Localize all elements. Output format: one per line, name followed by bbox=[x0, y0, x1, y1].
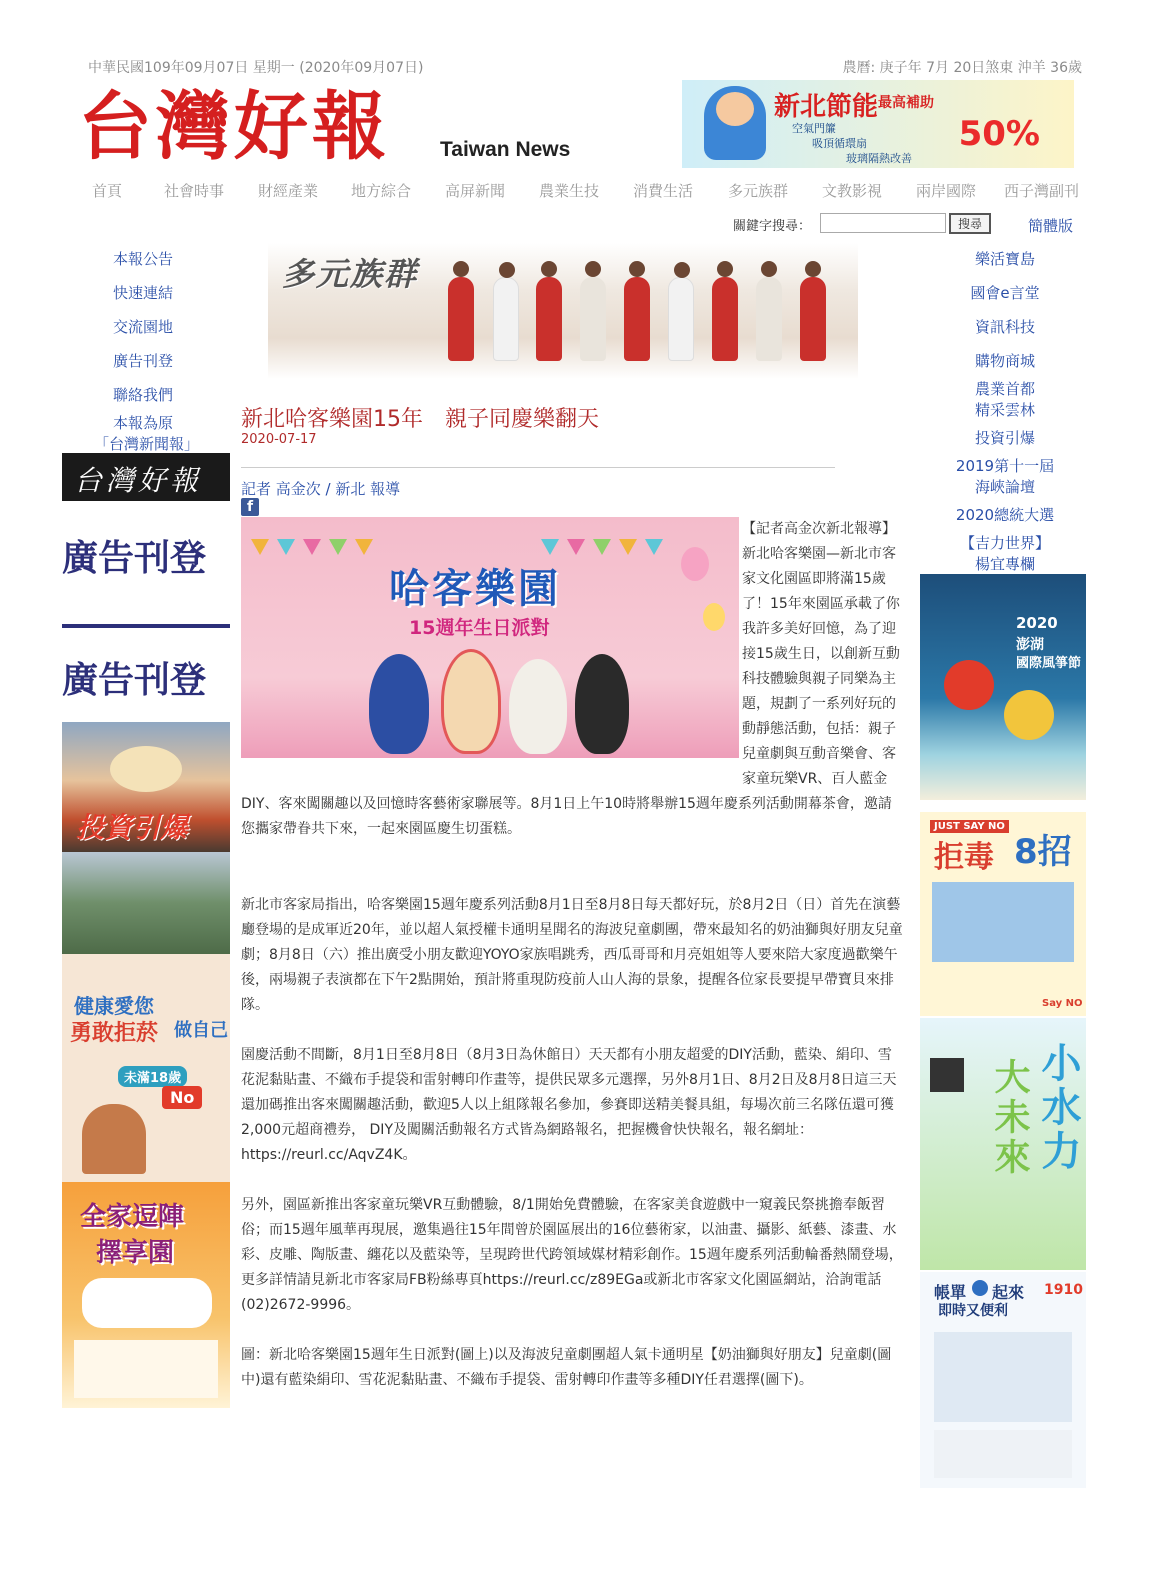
hydro-power-ad[interactable] bbox=[920, 1018, 1086, 1270]
nav-item-ethnic[interactable]: 多元族群 bbox=[728, 182, 789, 200]
water-text-2: 大未來 bbox=[989, 1058, 1030, 1178]
banner-line-2: 吸頂循環扇 bbox=[812, 137, 867, 150]
image-title: 哈客樂園 bbox=[389, 566, 561, 612]
dancer-figure bbox=[712, 277, 738, 361]
banner-sub-text: 最高補助 bbox=[878, 95, 934, 111]
sidebar-item-congress[interactable]: 國會e言堂 bbox=[970, 284, 1040, 302]
sidebar-item-announcements[interactable]: 本報公告 bbox=[113, 250, 174, 268]
drug-tips-grid bbox=[932, 882, 1074, 962]
main-nav bbox=[92, 180, 1092, 204]
bunting-flag bbox=[619, 539, 637, 555]
water-text-1: 小水力 bbox=[1035, 1042, 1081, 1174]
dancer-figure bbox=[800, 277, 826, 361]
dancer-figure bbox=[624, 277, 650, 361]
dancer-figure bbox=[756, 277, 782, 361]
explosion-shape bbox=[110, 746, 182, 792]
sidebar-item-quick-links[interactable]: 快速連結 bbox=[113, 284, 174, 302]
sidebar-item-it[interactable]: 資訊科技 bbox=[974, 318, 1035, 336]
info-table bbox=[74, 1340, 218, 1398]
nav-item-home[interactable]: 首頁 bbox=[92, 182, 123, 200]
divider bbox=[241, 467, 835, 468]
sidebar-item-invest[interactable]: 投資引爆 bbox=[974, 429, 1035, 447]
section-hero-banner bbox=[268, 243, 858, 379]
nav-item-crossstrait[interactable]: 兩岸國際 bbox=[916, 182, 977, 200]
mascot-blue bbox=[369, 654, 429, 754]
sidebar-item-advertise[interactable]: 廣告刊登 bbox=[113, 352, 174, 370]
sidebar-item-gili-world[interactable]: 【吉力世界】 bbox=[959, 534, 1050, 552]
sidebar-item-strait-forum[interactable]: 海峽論壇 bbox=[974, 478, 1035, 496]
article-date: 2020-07-17 bbox=[241, 432, 317, 447]
article-image[interactable] bbox=[241, 517, 739, 784]
search-input[interactable] bbox=[820, 213, 946, 233]
health-text-3: 做自己 bbox=[174, 1020, 228, 1041]
bunting-flag bbox=[645, 539, 663, 555]
bill-text-4: 1910 bbox=[1044, 1282, 1083, 1298]
dancer-figure bbox=[580, 277, 606, 361]
qr-code bbox=[930, 1058, 964, 1092]
advertise-text: 廣告刊登 bbox=[62, 537, 207, 579]
investment-ad[interactable] bbox=[62, 722, 230, 852]
kite-shape bbox=[944, 660, 994, 710]
no-sign: No bbox=[162, 1086, 202, 1109]
city-illustration bbox=[934, 1332, 1072, 1422]
search-button[interactable]: 搜尋 bbox=[949, 213, 991, 234]
simplified-chinese-link[interactable]: 簡體版 bbox=[1028, 217, 1074, 235]
health-text-4: 未滿18歲 bbox=[118, 1066, 187, 1087]
kite-text-2: 國際風箏節 bbox=[1016, 656, 1082, 671]
drug-text-2: 8招 bbox=[1014, 832, 1072, 872]
logo-chinese: 台灣好報 bbox=[78, 84, 390, 170]
banner-percent: 50% bbox=[958, 114, 1040, 154]
sidebar-item-forum[interactable]: 交流園地 bbox=[113, 318, 174, 336]
bunting-flag bbox=[251, 539, 269, 555]
advertise-ad-2[interactable] bbox=[62, 652, 230, 712]
bunting-flag bbox=[277, 539, 295, 555]
banner-line-3: 玻璃隔熱改善 bbox=[846, 152, 912, 165]
article-paragraph-3: 園慶活動不間斷，8月1日至8月8日（8月3日為休館日）天天都有小朋友超愛的DIY活動，藍染、絹印、雪花泥黏貼畫、不織布手提袋和雷射轉印作畫等，提供民眾多元選擇，另外8月1日、8月2日及8月8日這三天還加碼推出客來闖關趣活動，歡迎5人以上組隊報名參加，參賽即送精美餐具組，每場次前三名隊伍還可獲2,000元超商禮券， DIY及闖關活動報名方式皆為網路報名，把握機會快快報名，報名網址：https://reurl.cc/AqvZ4K。 bbox=[241, 1047, 897, 1163]
dancer-figure bbox=[448, 277, 474, 361]
dancer-figure bbox=[668, 277, 694, 361]
family-text-1: 全家逗陣 bbox=[80, 1202, 185, 1232]
kite-shape bbox=[1004, 690, 1054, 740]
e-bill-ad[interactable] bbox=[920, 1272, 1086, 1488]
logo-english: Taiwan News bbox=[440, 138, 571, 161]
bill-text-3: 即時又便利 bbox=[938, 1303, 1008, 1319]
mascots-illustration bbox=[82, 1278, 212, 1328]
bunting-flag bbox=[355, 539, 373, 555]
kite-text-1: 澎湖 bbox=[1016, 637, 1044, 653]
nav-item-finance[interactable]: 財經產業 bbox=[258, 182, 319, 200]
sidebar-item-column[interactable]: 楊宜專欄 bbox=[974, 555, 1035, 573]
nav-item-supplement[interactable]: 西子灣副刊 bbox=[1004, 182, 1080, 200]
sidebar-item-yunlin[interactable]: 精采雲林 bbox=[974, 401, 1035, 419]
mascot-penguin bbox=[575, 654, 629, 754]
nav-item-agri[interactable]: 農業生技 bbox=[539, 182, 600, 200]
article-byline: 記者 高金次 / 新北 報導 bbox=[241, 480, 401, 498]
date-left: 中華民國109年09月07日 星期一 (2020年09月07日) bbox=[88, 60, 424, 76]
anti-smoking-ad[interactable] bbox=[62, 954, 230, 1182]
aerial-photo-ad[interactable] bbox=[62, 852, 230, 954]
e-circle-icon bbox=[972, 1280, 988, 1296]
sidebar-item-agri-capital[interactable]: 農業首都 bbox=[974, 380, 1035, 398]
dancer-figure bbox=[493, 277, 519, 361]
energy-subsidy-banner-ad[interactable] bbox=[682, 80, 1074, 168]
nav-item-kaoping[interactable]: 高屏新聞 bbox=[445, 182, 506, 200]
advertise-text: 廣告刊登 bbox=[62, 659, 207, 701]
banner-line-1: 空氣門簾 bbox=[792, 122, 836, 135]
drug-text-3: JUST SAY NO bbox=[930, 820, 1009, 833]
sidebar-item-election[interactable]: 2020總統大選 bbox=[955, 506, 1055, 524]
bunting-flag bbox=[329, 539, 347, 555]
facebook-share-icon[interactable]: f bbox=[241, 498, 259, 516]
search-label: 關鍵字搜尋： bbox=[733, 219, 812, 234]
bunting-flag bbox=[593, 539, 611, 555]
paragraph-text: 【記者高金次新北報導】新北哈客樂園—新北市客家文化園區即將滿15歲了！15年來園區承載了你我許多美好回憶，為了迎接15歲生日，以創新互動科技體驗與親子同樂為主題，規劃了一系列好玩的動靜態活動，包括：親子兒童劇與互動音樂會、客家童玩樂VR、百人藍金DIY、客來闖關趣以及回憶時客藝術家聯展等。8月1日上午10時將舉辦15週年慶系列活動開幕茶會，邀請您攜家帶眷共下來，一起來園區慶生切蛋糕。 bbox=[241, 521, 900, 837]
bunting-flag bbox=[303, 539, 321, 555]
anti-drug-ad[interactable] bbox=[920, 812, 1086, 1016]
site-logo[interactable] bbox=[78, 82, 598, 172]
sidebar-item-contact[interactable]: 聯絡我們 bbox=[113, 386, 174, 404]
sidebar-item-forum-2019[interactable]: 2019第十一屆 bbox=[955, 457, 1055, 475]
sidebar-item-formerly[interactable]: 本報為原 bbox=[113, 414, 174, 432]
bunting-flag bbox=[541, 539, 559, 555]
balloon bbox=[703, 603, 725, 631]
sidebar-item-lohas[interactable]: 樂活寶島 bbox=[974, 250, 1035, 268]
article-headline: 新北哈客樂園15年 親子同慶樂翻天 bbox=[241, 407, 599, 432]
article-paragraph-4: 另外，園區新推出客家童玩樂VR互動體驗，8/1開始免費體驗，在客家美食遊戲中一窺義民祭挑擔奉飯習俗；而15週年風華再現展，邀集過往15年間曾於園區展出的16位藝術家，以油畫、攝影、紙藝、漆畫、水彩、皮雕、陶版畫、纏花以及藍染等，呈現跨世代跨領域媒材精彩創作。15週年慶系列活動輪番熱鬧登場，更多詳情請見新北市客家局FB粉絲專頁https://reurl.cc/z89EGa或新北市客家文化園區網站，洽詢電話(02)2672-9996。 bbox=[241, 1197, 903, 1313]
mascot-sheep bbox=[509, 659, 567, 754]
drug-text-4: Say NO bbox=[1042, 998, 1083, 1009]
bill-text-1: 帳單 bbox=[934, 1283, 967, 1302]
mascot-image bbox=[704, 86, 766, 160]
banner-main-text: 新北節能 bbox=[774, 92, 879, 122]
kite-year: 2020 bbox=[1016, 614, 1058, 632]
sidebar-item-formerly-name[interactable]: 「台灣新聞報」 bbox=[94, 435, 200, 453]
nav-item-local[interactable]: 地方綜合 bbox=[351, 182, 412, 200]
bill-text-2: 起來 bbox=[992, 1283, 1025, 1302]
section-title: 多元族群 bbox=[282, 255, 419, 293]
calligraphy-logo-ad[interactable] bbox=[62, 453, 230, 501]
sidebar-item-shopping[interactable]: 購物商城 bbox=[974, 352, 1035, 370]
bunting-flag bbox=[567, 539, 585, 555]
dancer-figure bbox=[536, 277, 562, 361]
mascot-lion bbox=[441, 649, 501, 754]
health-text-2: 勇敢拒菸 bbox=[70, 1021, 159, 1046]
lunar-date: 農曆: 庚子年 7月 20日煞東 沖羊 36歲 bbox=[842, 60, 1082, 76]
article-caption: 圖：新北哈客樂園15週年生日派對(圖上)以及海波兒童劇團超人氣卡通明星【奶油獅與好朋友】兒童劇(圖中)還有藍染絹印、雪花泥黏貼畫、不織布手提袋、雷射轉印作畫等多種DIY任君選擇(圖下)。 bbox=[241, 1347, 892, 1388]
article-paragraph-2: 新北市客家局指出，哈客樂園15週年慶系列活動8月1日至8月8日每天都好玩，於8月2日（日）首先在演藝廳登場的是成軍近20年，並以超人氣授權卡通明星聞名的海波兒童劇團，帶來最知名的奶油獅與好朋友兒童劇；8月8日（六）推出廣受小朋友歡迎YOYO家族唱跳秀，西瓜哥哥和月亮姐姐等人要來陪大家度過歡樂午後，兩場親子表演都在下午2點開始，預計將重現防疫前人山人海的景象，提醒各位家長要提早帶寶貝來排隊。 bbox=[241, 897, 903, 1013]
family-park-ad[interactable] bbox=[62, 1182, 230, 1408]
drug-text-1: 拒毒 bbox=[934, 840, 994, 875]
nav-item-society[interactable]: 社會時事 bbox=[164, 182, 225, 200]
image-subtitle: 15週年生日派對 bbox=[409, 617, 550, 639]
info-footer bbox=[934, 1430, 1072, 1478]
kite-festival-ad[interactable] bbox=[920, 574, 1086, 800]
advertise-ad-1[interactable] bbox=[62, 530, 230, 590]
family-text-2: 擇享園 bbox=[96, 1238, 175, 1268]
invest-text: 投資引爆 bbox=[76, 811, 189, 844]
nav-item-culture[interactable]: 文教影視 bbox=[822, 182, 883, 200]
person-illustration bbox=[82, 1104, 146, 1174]
divider bbox=[62, 624, 230, 628]
health-text-1: 健康愛您 bbox=[74, 994, 154, 1018]
calligraphy-text: 台灣好報 bbox=[74, 464, 203, 497]
image-footer-strip bbox=[241, 758, 739, 784]
balloon bbox=[681, 547, 709, 581]
nav-item-consumer[interactable]: 消費生活 bbox=[633, 182, 694, 200]
